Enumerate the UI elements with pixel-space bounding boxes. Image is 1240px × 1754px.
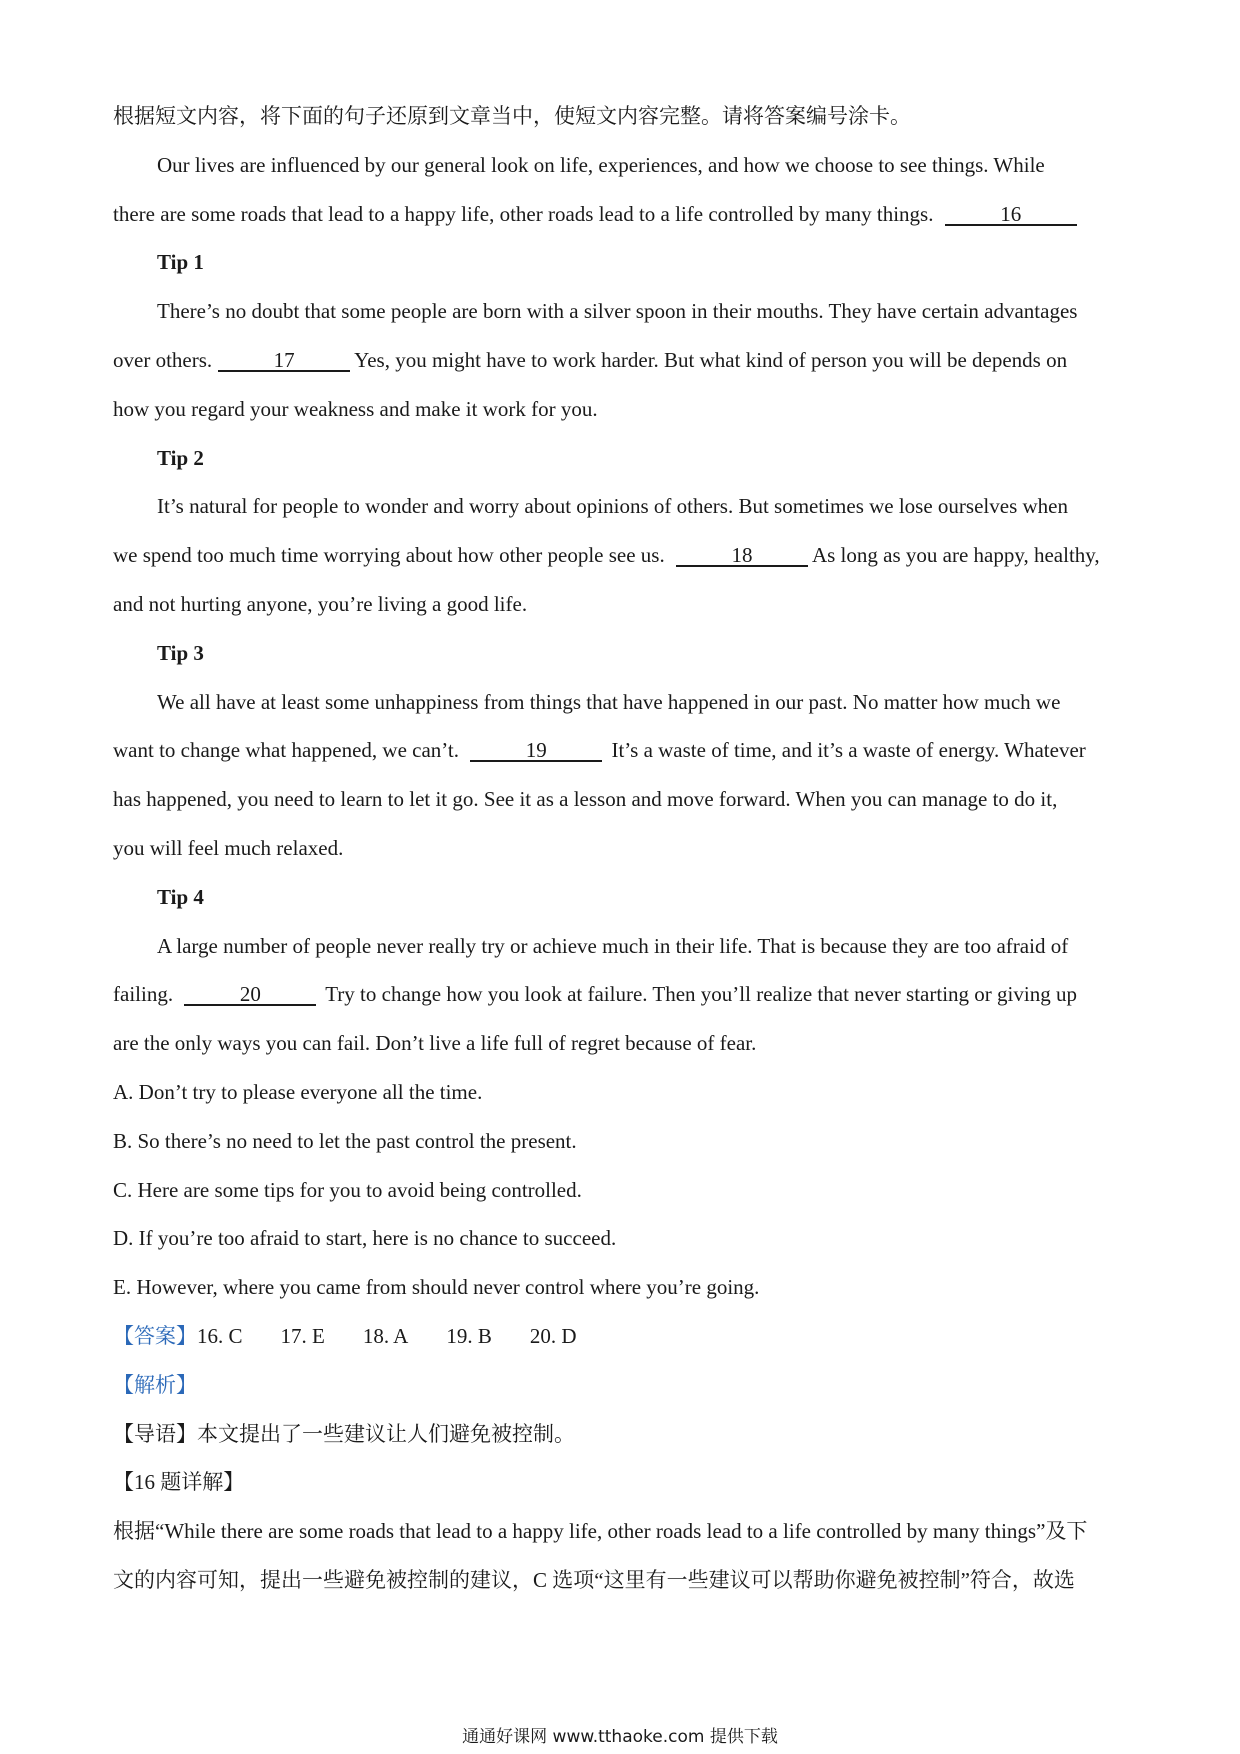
tip2-text-before: we spend too much time worrying about how other people see us.: [113, 543, 665, 568]
blank-17: 17: [218, 350, 350, 372]
lead-text: 本文提出了一些建议让人们避免被控制。: [197, 1421, 575, 1446]
tip2-line-2: [113, 531, 1133, 580]
tip3-text-after: It’s a waste of time, and it’s a waste of energy. Whatever: [611, 738, 1086, 763]
answer-18: 18. A: [362, 1323, 409, 1348]
intro-text: there are some roads that lead to a happy life, other roads lead to a life controlled by many things.: [113, 201, 934, 226]
page-footer: 通通好课网 www.tthaoke.com 提供下载: [462, 1727, 778, 1747]
answer-17: 17. E: [280, 1323, 325, 1348]
option-b: B. So there’s no need to let the past control the present.: [113, 1128, 577, 1153]
option-e: E. However, where you came from should never control where you’re going.: [113, 1275, 760, 1300]
answer-16: 16. C: [197, 1323, 243, 1348]
option-a: A. Don’t try to please everyone all the time.: [113, 1079, 483, 1104]
answer-label: 【答案】: [113, 1323, 197, 1348]
tip3-line-1: We all have at least some unhappiness from things that have happened in our past. No matter how much we: [157, 689, 1061, 714]
tip2-heading: Tip 2: [157, 445, 204, 470]
tip4-text-before: failing.: [113, 982, 174, 1007]
blank-18: 18: [676, 545, 808, 567]
tip4-line-2: [113, 970, 1133, 1019]
tip3-text-before: want to change what happened, we can’t.: [113, 738, 459, 763]
analysis-label: 【解析】: [113, 1372, 197, 1397]
tip4-line-1: A large number of people never really try or achieve much in their life. That is because they are too afraid of: [157, 933, 1069, 958]
intro-line-2: [113, 190, 1133, 239]
blank-20: 20: [184, 984, 316, 1006]
tip1-heading: Tip 1: [157, 250, 204, 275]
tip2-text-after: As long as you are happy, healthy,: [811, 543, 1100, 568]
tip1-line-3: how you regard your weakness and make it work for you.: [113, 396, 598, 421]
tip1-line-1: There’s no doubt that some people are born with a silver spoon in their mouths. They have certain advantages: [157, 299, 1078, 324]
answer-19: 19. B: [446, 1323, 492, 1348]
answer-line: [113, 1312, 1133, 1361]
tip4-line-3: are the only ways you can fail. Don’t live a life full of regret because of fear.: [113, 1031, 757, 1056]
detail16-label: 【16 题详解】: [113, 1470, 245, 1495]
intro-line-1: Our lives are influenced by our general look on life, experiences, and how we choose to see things. While: [157, 152, 1045, 177]
blank-16: 16: [945, 204, 1077, 226]
instruction: 根据短文内容，将下面的句子还原到文章当中，使短文内容完整。请将答案编号涂卡。: [113, 104, 911, 128]
blank-19: 19: [470, 740, 602, 762]
lead-label: 【导语】: [113, 1421, 197, 1446]
option-d: D. If you’re too afraid to start, here is no chance to succeed.: [113, 1226, 617, 1251]
document-page: [113, 92, 1133, 1605]
tip4-text-after: Try to change how you look at failure. Then you’ll realize that never starting or giving up: [325, 982, 1077, 1007]
tip2-line-3: and not hurting anyone, you’re living a good life.: [113, 591, 528, 616]
tip3-line-2: [113, 726, 1133, 775]
tip3-line-4: you will feel much relaxed.: [113, 835, 344, 860]
detail16-line-1: 根据“While there are some roads that lead to a happy life, other roads lead to a life controlled by many things”及下: [113, 1519, 1088, 1544]
tip1-text-after: Yes, you might have to work harder. But what kind of person you will be depends on: [354, 347, 1068, 372]
tip3-heading: Tip 3: [157, 640, 204, 665]
tip4-heading: Tip 4: [157, 884, 204, 909]
tip3-line-3: has happened, you need to learn to let it go. See it as a lesson and move forward. When you can manage to do it,: [113, 787, 1058, 812]
answer-20: 20. D: [529, 1323, 577, 1348]
tip1-line-2: [113, 336, 1133, 385]
lead-line: [113, 1410, 1133, 1459]
option-c: C. Here are some tips for you to avoid being controlled.: [113, 1177, 582, 1202]
tip2-line-1: It’s natural for people to wonder and worry about opinions of others. But sometimes we lose ourselves when: [157, 494, 1068, 519]
tip1-text-before: over others.: [113, 347, 213, 372]
detail16-line-2: 文的内容可知，提出一些避免被控制的建议，C 选项“这里有一些建议可以帮助你避免被控制”符合，故选: [113, 1567, 1075, 1592]
